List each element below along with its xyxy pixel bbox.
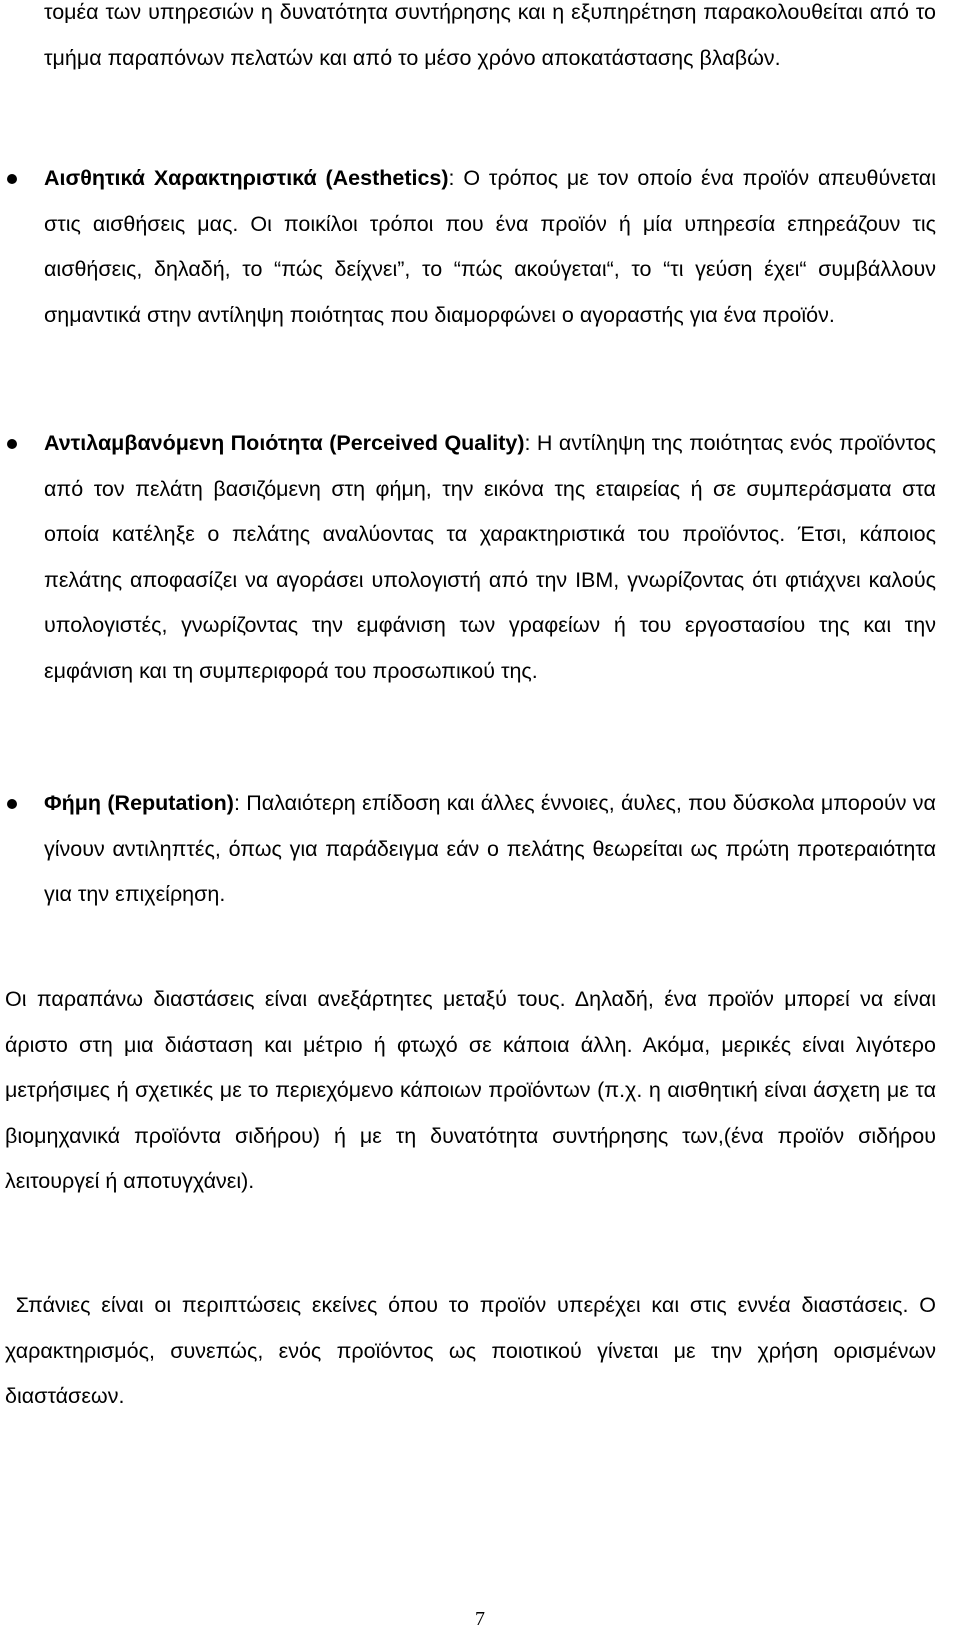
bullet-text: : Παλαιότερη επίδοση και άλλες έννοιες, άυλες, που δύσκολα μπορούν να γίνουν αντιληπτές, όπως για παράδειγμα εάν ο πελάτης θεωρείται ως πρώτη προτεραιότητα για την επιχείρηση. <box>44 791 936 907</box>
bullet-icon <box>7 174 17 184</box>
bullet-text: : Ο τρόπος με τον οποίο ένα προϊόν απευθύνεται στις αισθήσεις μας. Οι ποικίλοι τρόποι που ένα προϊόν ή μία υπηρεσία επηρεάζουν τις αισθήσεις, δηλαδή, το “πώς δείχνει”, το “πώς ακούγεται“, το “τι γεύση έχει“ συμβάλλουν σημαντικά στην αντίληψη ποιότητας που διαμορφώνει ο αγοραστής για ένα προϊόν. <box>44 166 936 327</box>
bullet-term: Φήμη (Reputation) <box>44 791 234 815</box>
bullet-term: Αντιλαμβανόμενη Ποιότητα (Perceived Quality) <box>44 431 525 455</box>
bullet-item-aesthetics <box>44 156 936 338</box>
bullet-item-perceived-quality <box>44 421 936 695</box>
continuation-paragraph: τομέα των υπηρεσιών η δυνατότητα συντήρησης και η εξυπηρέτηση παρακολουθείται από το τμήμα παραπόνων πελατών και από το μέσο χρόνο αποκατάστασης βλαβών. <box>44 0 936 70</box>
body-paragraph-rare-cases: Σπάνιες είναι οι περιπτώσεις εκείνες όπου το προϊόν υπερέχει και στις εννέα διαστάσεις. Ο χαρακτηρισμός, συνεπώς, ενός προϊόντος ως ποιοτικού γίνεται με την χρήση ορισμένων διαστάσεων. <box>5 1293 942 1409</box>
bullet-term: Αισθητικά Χαρακτηριστικά (Aesthetics) <box>44 166 449 190</box>
bullet-paragraph <box>44 156 936 338</box>
page-number: 7 <box>475 1608 485 1630</box>
body-paragraph-dimensions: Οι παραπάνω διαστάσεις είναι ανεξάρτητες μεταξύ τους. Δηλαδή, ένα προϊόν μπορεί να είναι άριστο στη μια διάσταση και μέτριο ή φτωχό σε κάποια άλλη. Ακόμα, μερικές είναι λιγότερο μετρήσιμες ή σχετικές με το περιεχόμενο κάποιων προϊόντων (π.χ. η αισθητική είναι άσχετη με τα βιομηχανικά προϊόντα σιδήρου) ή με τη δυνατότητα συντήρησης των,(ένα προϊόν σιδήρου λειτουργεί ή αποτυγχάνει). <box>5 987 936 1194</box>
bullet-paragraph <box>44 421 936 695</box>
bullet-paragraph <box>44 781 936 918</box>
bullet-text: : Η αντίληψη της ποιότητας ενός προϊόντος από τον πελάτη βασιζόμενη στη φήμη, την εικόνα της εταιρείας ή σε συμπεράσματα στα οποία κατέληξε ο πελάτης αναλύοντας τα χαρακτηριστικά του προϊόντος. Έτσι, κάποιος πελάτης αποφασίζει να αγοράσει υπολογιστή από την IBM, γνωρίζοντας ότι φτιάχνει καλούς υπολογιστές, γνωρίζοντας την εμφάνιση των γραφείων ή του εργοστασίου της και την εμφάνιση και τη συμπεριφορά του προσωπικού της. <box>44 431 936 683</box>
bullet-icon <box>7 799 17 809</box>
bullet-icon <box>7 439 17 449</box>
bullet-item-reputation <box>44 781 936 918</box>
